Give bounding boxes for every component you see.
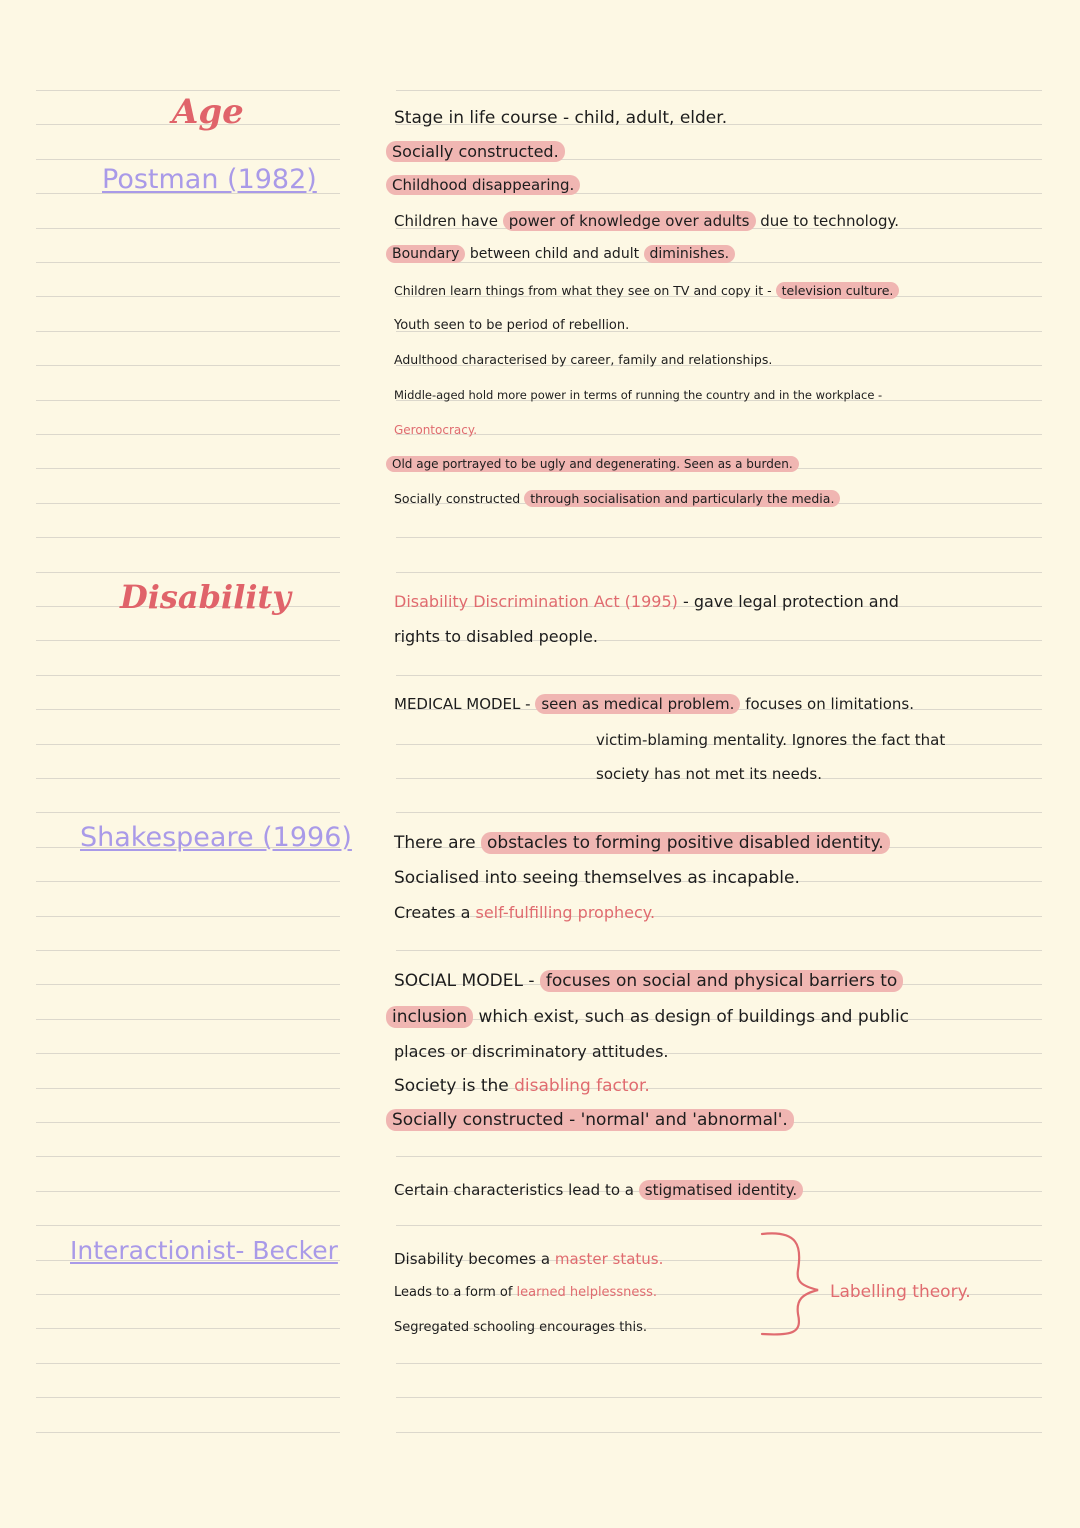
note-text: between child and adult xyxy=(469,246,640,262)
ruled-line xyxy=(36,228,340,229)
note-text: places or discriminatory attitudes. xyxy=(394,1042,669,1061)
ruled-line xyxy=(36,262,340,263)
ruled-line xyxy=(396,1156,1042,1157)
note-line xyxy=(394,903,655,922)
ruled-line xyxy=(36,1397,340,1398)
ruled-line xyxy=(36,675,340,676)
ruled-line xyxy=(36,709,340,710)
note-line xyxy=(394,352,772,367)
note-line xyxy=(394,1250,663,1268)
ruled-line xyxy=(36,1053,340,1054)
note-text: Children learn things from what they see on TV and copy it - xyxy=(394,283,772,298)
note-text: MEDICAL MODEL - xyxy=(394,695,531,713)
ruled-line xyxy=(36,503,340,504)
ruled-line xyxy=(396,675,1042,676)
reference-interactionist-becker: Interactionist- Becker xyxy=(70,1236,338,1265)
highlight-text: television culture. xyxy=(776,282,900,299)
ruled-line xyxy=(36,400,340,401)
ruled-line xyxy=(36,331,340,332)
note-text-red: Disability Discrimination Act (1995) xyxy=(394,592,678,611)
note-line xyxy=(394,1285,657,1300)
ruled-line xyxy=(36,90,340,91)
note-text: Disability becomes a xyxy=(394,1250,551,1268)
highlight-text: Socially constructed - 'normal' and 'abnormal'. xyxy=(386,1109,794,1131)
ruled-line xyxy=(36,537,340,538)
note-text: Creates a xyxy=(394,903,471,922)
highlight-text: Childhood disappearing. xyxy=(386,175,580,195)
note-line xyxy=(386,246,735,262)
note-line xyxy=(394,423,477,437)
note-text: society has not met its needs. xyxy=(596,765,822,783)
ruled-line xyxy=(396,1363,1042,1364)
highlight-text: obstacles to forming positive disabled identity. xyxy=(481,832,890,854)
ruled-line xyxy=(36,572,340,573)
ruled-line xyxy=(396,1397,1042,1398)
ruled-line xyxy=(36,1019,340,1020)
note-text: - gave legal protection and xyxy=(682,592,899,611)
highlight-text: diminishes. xyxy=(644,245,736,263)
note-text: which exist, such as design of buildings and public xyxy=(478,1007,910,1027)
ruled-line xyxy=(396,812,1042,813)
ruled-line xyxy=(36,1088,340,1089)
note-text: Society is the xyxy=(394,1076,509,1096)
ruled-line xyxy=(396,90,1042,91)
ruled-line xyxy=(396,572,1042,573)
ruled-line xyxy=(396,1225,1042,1226)
note-text: Leads to a form of xyxy=(394,1285,513,1300)
note-text-red: master status. xyxy=(554,1250,664,1268)
note-line xyxy=(394,592,899,611)
ruled-line xyxy=(396,434,1042,435)
note-line xyxy=(394,318,629,333)
ruled-line xyxy=(36,1432,340,1433)
highlight-text: Old age portrayed to be ugly and degenerating. Seen as a burden. xyxy=(386,456,799,472)
note-text: due to technology. xyxy=(760,212,900,230)
ruled-line xyxy=(36,812,340,813)
note-line xyxy=(386,1007,909,1027)
note-line xyxy=(394,695,914,713)
note-line xyxy=(394,1076,650,1096)
note-text: focuses on limitations. xyxy=(745,695,914,713)
note-line xyxy=(394,833,890,853)
note-text-red: Labelling theory. xyxy=(830,1282,971,1302)
note-text: Middle-aged hold more power in terms of running the country and in the workplace - xyxy=(394,388,883,402)
ruled-line xyxy=(36,1328,340,1329)
note-text: Socialised into seeing themselves as incapable. xyxy=(394,868,800,888)
note-text-red: disabling factor. xyxy=(514,1076,650,1096)
ruled-line xyxy=(36,1363,340,1364)
note-line xyxy=(386,142,565,161)
note-text: Segregated schooling encourages this. xyxy=(394,1320,648,1335)
ruled-line xyxy=(36,1294,340,1295)
left-ruled-lines xyxy=(36,0,340,1528)
ruled-line xyxy=(36,778,340,779)
ruled-line xyxy=(396,1432,1042,1433)
highlight-text: power of knowledge over adults xyxy=(503,211,756,231)
ruled-line xyxy=(36,296,340,297)
highlight-text: seen as medical problem. xyxy=(535,694,740,714)
note-line xyxy=(394,868,800,888)
highlight-text: inclusion xyxy=(386,1006,473,1028)
ruled-line xyxy=(36,640,340,641)
note-text-red: Gerontocracy. xyxy=(394,423,478,437)
note-text: There are xyxy=(394,833,476,853)
note-text: Adulthood characterised by career, family and relationships. xyxy=(394,352,773,367)
ruled-line xyxy=(36,744,340,745)
note-line xyxy=(394,388,882,402)
note-line xyxy=(394,212,899,230)
ruled-line xyxy=(396,950,1042,951)
note-line xyxy=(394,491,840,506)
note-text: victim-blaming mentality. Ignores the fact that xyxy=(596,731,946,749)
note-text: Children have xyxy=(394,212,498,230)
note-line xyxy=(386,1110,794,1130)
ruled-line xyxy=(36,159,340,160)
ruled-line xyxy=(36,950,340,951)
note-line xyxy=(596,765,822,783)
ruled-line xyxy=(36,881,340,882)
heading-age: Age xyxy=(172,92,244,132)
note-text: Stage in life course - child, adult, elder. xyxy=(394,108,728,128)
note-line xyxy=(394,1042,668,1061)
heading-disability: Disability xyxy=(120,578,291,616)
note-line xyxy=(394,1181,803,1199)
note-line xyxy=(386,457,799,471)
ruled-line xyxy=(36,434,340,435)
ruled-line xyxy=(36,1191,340,1192)
note-line xyxy=(386,176,580,194)
note-text-red: self-fulfilling prophecy. xyxy=(475,903,656,922)
ruled-line xyxy=(36,468,340,469)
curly-brace-icon xyxy=(758,1228,830,1340)
note-line xyxy=(394,108,727,128)
note-text: Socially constructed xyxy=(394,491,521,506)
note-line xyxy=(394,971,903,991)
ruled-line xyxy=(36,1122,340,1123)
highlight-text: stigmatised identity. xyxy=(639,1180,803,1200)
reference-shakespeare: Shakespeare (1996) xyxy=(80,822,352,853)
highlight-text: Boundary xyxy=(386,245,465,263)
note-text-red: learned helplessness. xyxy=(516,1285,658,1300)
note-line xyxy=(394,283,899,298)
labelling-theory-label xyxy=(830,1282,971,1302)
highlight-text: through socialisation and particularly the media. xyxy=(524,490,840,507)
highlight-text: Socially constructed. xyxy=(386,141,565,162)
ruled-line xyxy=(36,916,340,917)
ruled-line xyxy=(36,984,340,985)
ruled-line xyxy=(36,1156,340,1157)
note-line xyxy=(394,627,598,646)
note-text: rights to disabled people. xyxy=(394,627,598,646)
note-text: Certain characteristics lead to a xyxy=(394,1181,634,1199)
note-text: Youth seen to be period of rebellion. xyxy=(394,318,630,333)
note-line xyxy=(596,731,945,749)
ruled-line xyxy=(36,365,340,366)
reference-postman: Postman (1982) xyxy=(102,164,317,195)
highlight-text: focuses on social and physical barriers to xyxy=(540,970,903,992)
ruled-line xyxy=(396,537,1042,538)
note-line xyxy=(394,1320,647,1335)
note-text: SOCIAL MODEL - xyxy=(394,971,535,991)
ruled-line xyxy=(36,1225,340,1226)
